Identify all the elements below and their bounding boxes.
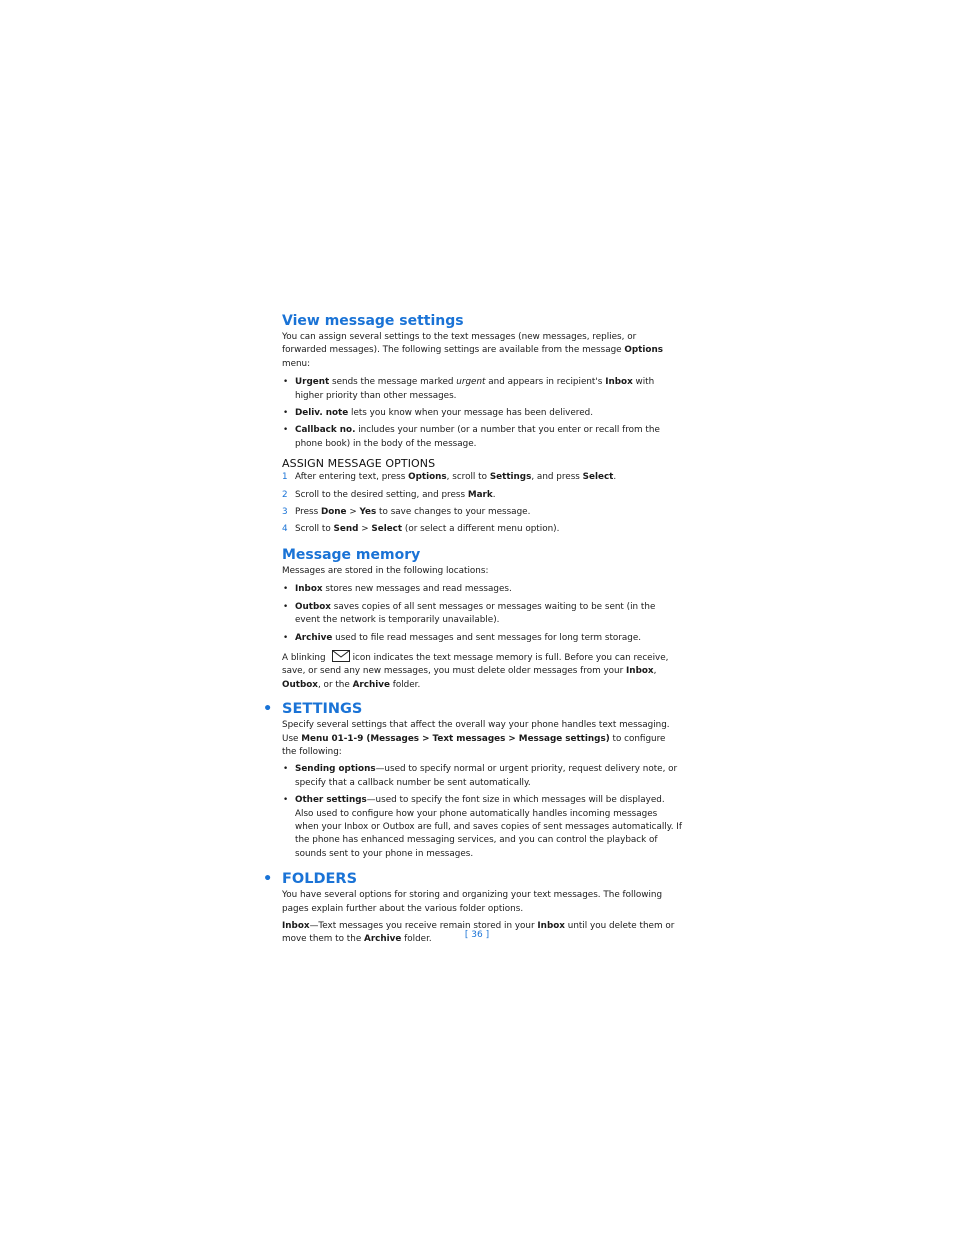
step-text: (or select a different menu option). [402,524,560,535]
inbox-text: folder. [401,934,432,945]
view-settings-list [282,376,682,451]
note-text: A blinking [282,652,326,663]
step-item [282,489,682,502]
item-term: Callback no. [295,425,356,436]
item-text: —used to specify normal or urgent priority, request delivery note, or specify that a callback number be sent automatically. [295,764,678,788]
item-text: includes your number (or a number that you enter or recall from the phone book) in the body of the message. [295,425,660,449]
step-item [282,506,682,519]
note-text: , or the [317,679,353,690]
step-number: 3 [282,507,288,518]
heading-folders [263,870,682,888]
intro-options: Options [624,345,663,356]
step-number: 1 [282,472,288,483]
step-term: Done [320,507,347,518]
inbox-term: Inbox [282,921,310,931]
note-text: , [653,666,657,677]
heading-message-memory: Message memory [282,546,421,563]
heading-view-message-settings: View message settings [282,313,464,329]
heading-text: SETTINGS [282,701,363,718]
item-term: Inbox [605,377,633,388]
item-text: sends the message marked [329,377,457,388]
item-term: Inbox [295,584,323,595]
intro-text: to configure the following: [282,733,666,757]
item-text: and appears in recipient's [485,377,606,388]
item-text: with higher priority than other messages. [295,377,655,401]
assign-steps [282,471,682,537]
list-item [282,763,682,790]
item-italic: urgent [456,377,486,388]
view-settings-intro [282,331,682,371]
list-item [282,407,682,420]
intro-text-end: menu: [282,358,311,369]
step-text: Press [295,507,321,518]
step-item [282,471,682,484]
folders-intro: You have several options for storing and organizing your text messages. The following pages explain further about the various folder options. [282,890,663,914]
step-term: Send [333,524,359,535]
envelope-icon [332,650,350,662]
step-text: . [492,489,496,500]
list-item [282,632,682,645]
memory-list [282,583,682,645]
item-text: saves copies of all sent messages or messages waiting to be sent (in the event the network is temporarily unavailable). [295,601,656,626]
heading-settings [263,700,682,718]
note-text: icon indicates the text message memory is full. Before you can receive, save, or send any new messages, you must delete older messages from your [282,652,669,677]
item-text: lets you know when your message has been delivered. [348,408,593,419]
step-term: Settings [489,472,532,483]
list-item [282,583,682,596]
inbox-term: Inbox [537,921,565,931]
inbox-text: until you delete them or move them to the [282,921,675,945]
step-text: > [346,507,360,518]
page-number: [ 36 ] [464,930,490,940]
list-item [282,794,682,861]
step-term: Mark [467,489,493,500]
step-term: Yes [359,507,377,518]
item-term: Urgent [295,377,330,388]
heading-bullet: • [263,871,273,888]
step-number: 4 [282,524,288,535]
archive-term: Archive [364,934,402,945]
step-term: Select [371,524,403,535]
item-term: Outbox [295,601,331,612]
step-text: , and press [531,472,583,483]
step-term: Options [408,472,447,483]
step-term: Select [582,472,614,483]
settings-list [282,763,682,861]
intro-text: Specify several settings that affect the overall way your phone handles text messaging. Use [282,720,670,744]
item-text: stores new messages and read messages. [322,584,512,595]
note-term: Archive [352,679,390,690]
settings-intro [282,719,682,759]
page-content [263,312,682,947]
note-term: Inbox [626,666,654,677]
step-text: . [613,472,617,483]
list-item [282,601,682,628]
step-text: Scroll to the desired setting, and press [295,489,468,500]
step-item [282,523,682,536]
heading-assign-message-options: ASSIGN MESSAGE OPTIONS [282,457,436,471]
memory-intro: Messages are stored in the following locations: [282,565,489,576]
menu-path: Menu 01-1-9 (Messages > Text messages > Message settings) [301,733,610,744]
memory-full-note [282,650,682,692]
step-text: to save changes to your message. [376,507,531,518]
item-term: Deliv. note [295,408,349,419]
item-text: —used to specify the font size in which messages will be displayed. Also used to configure how your phone automatically handles incoming messages when your Inbox or Outbox are full, and saves copies of sent messages automatically. If the phone has enhanced messaging services, and you can control the playback of sounds sent to your phone in messages. [295,795,682,859]
step-text: After entering text, press [295,472,409,483]
heading-text: FOLDERS [282,871,358,888]
item-term: Other settings [295,795,367,806]
note-term: Outbox [282,679,318,690]
list-item [282,424,682,451]
heading-bullet: • [263,701,273,718]
item-term: Sending options [295,764,376,775]
note-text: folder. [389,679,421,690]
item-term: Archive [295,632,333,643]
list-item [282,376,682,403]
step-text: , scroll to [446,472,490,483]
step-number: 2 [282,489,288,500]
inbox-text: —Text messages you receive remain stored in your [309,921,538,931]
item-text: used to file read messages and sent messages for long term storage. [332,632,642,643]
step-text: > [358,524,372,535]
intro-text: You can assign several settings to the text messages (new messages, replies, or forwarded messages). The following settings are available from the message [282,332,637,356]
step-text: Scroll to [295,524,334,535]
